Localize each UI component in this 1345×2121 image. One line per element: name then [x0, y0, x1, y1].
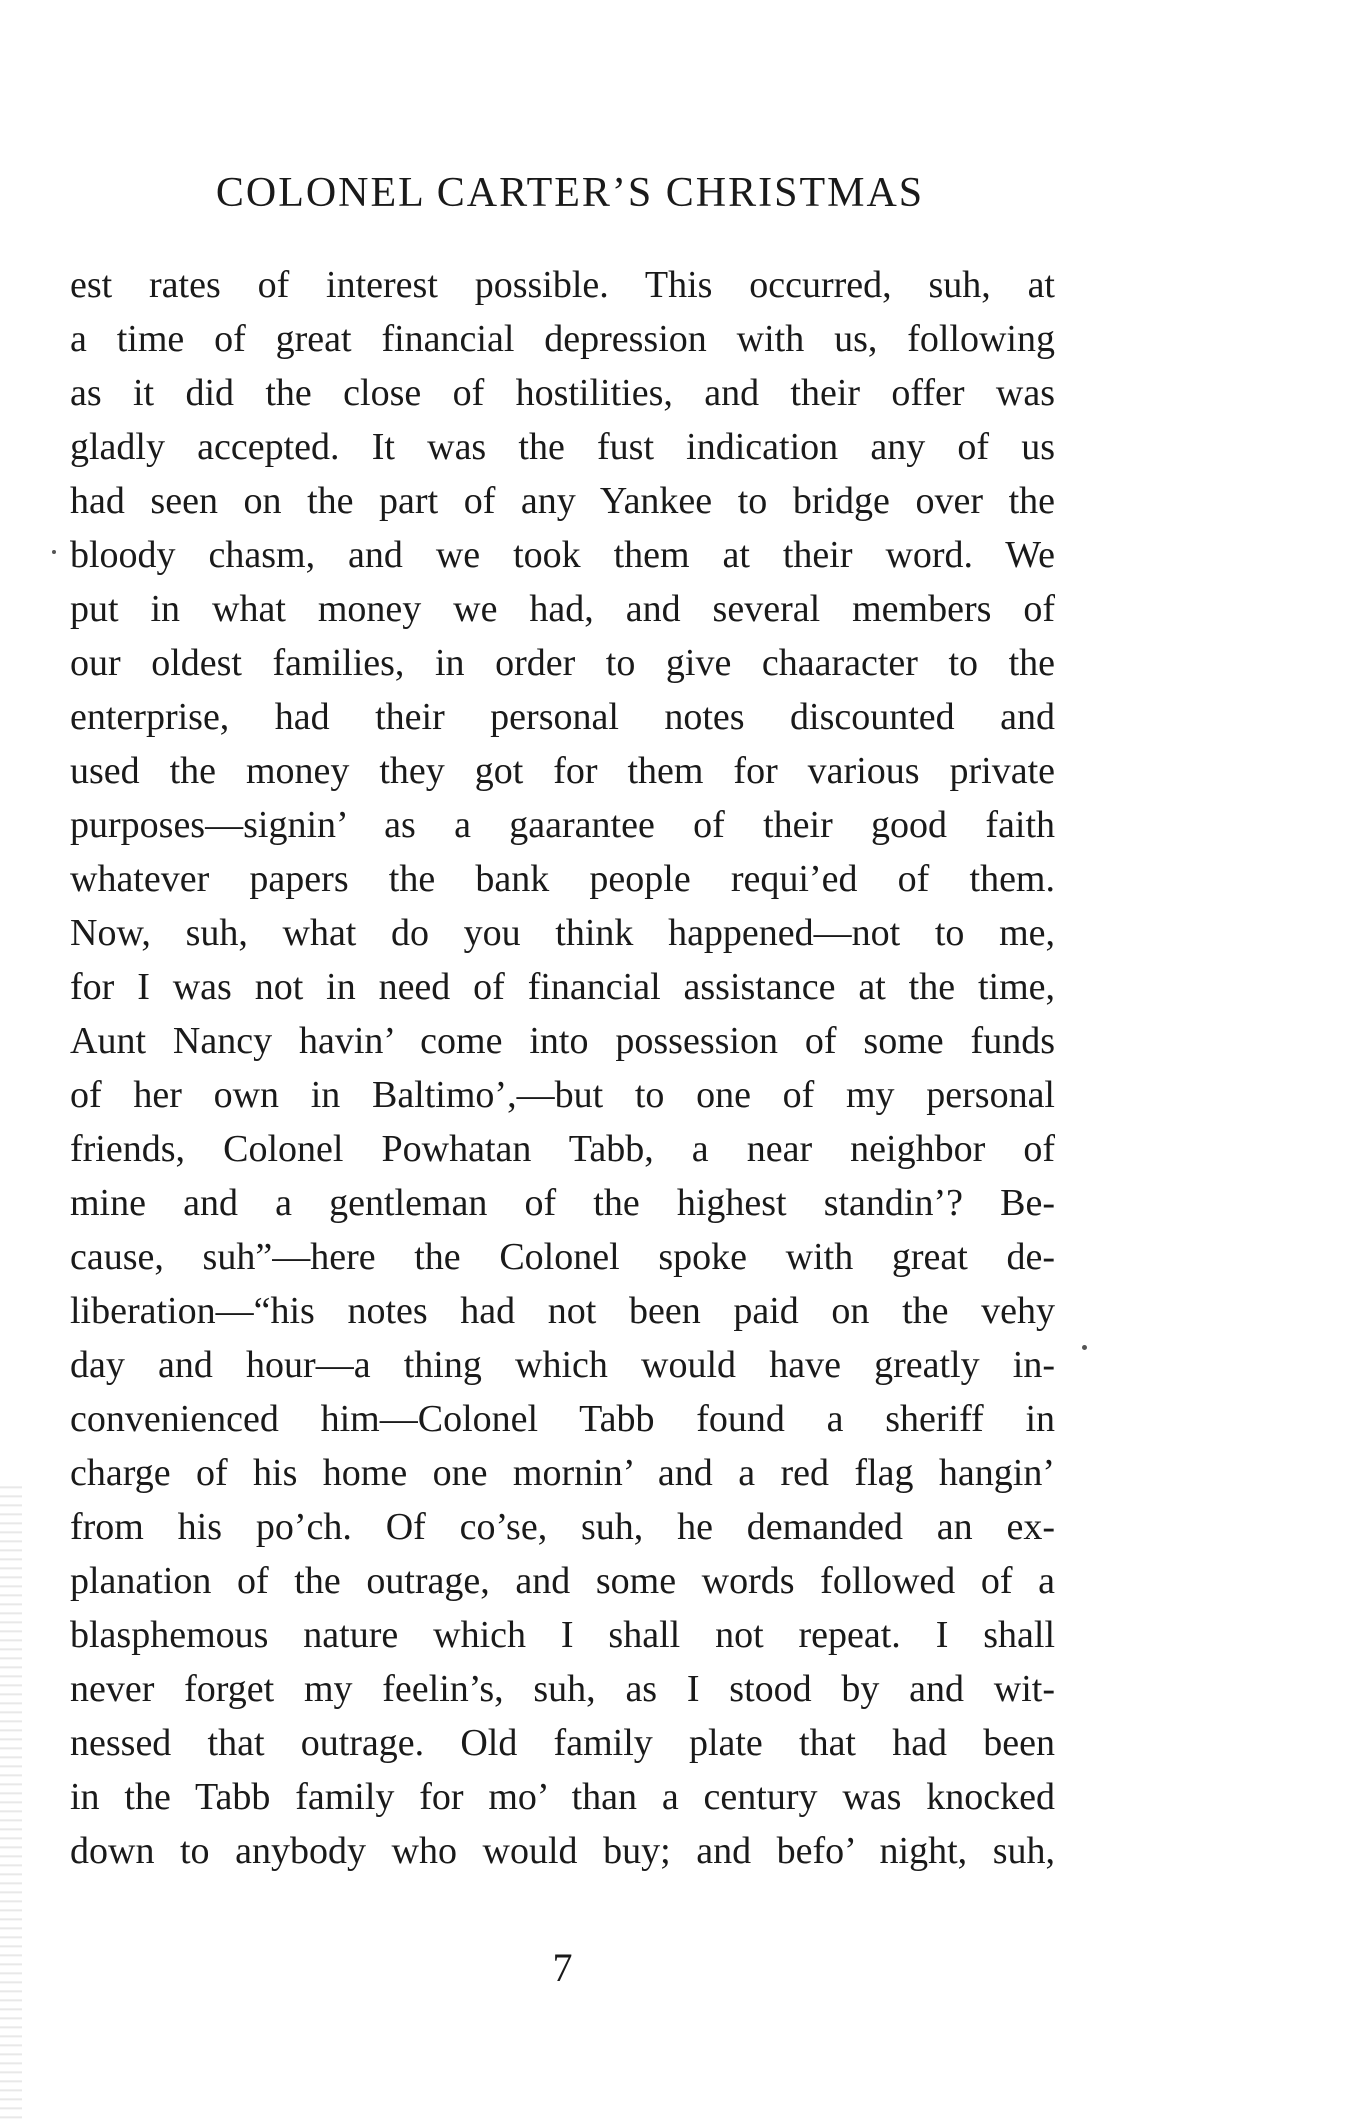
- text-line-10: used the money they got for them for various private: [70, 750, 1055, 792]
- text-line-11: purposes—signin’ as a gaarantee of their good faith: [70, 804, 1055, 846]
- text-line-7: put in what money we had, and several members of: [70, 588, 1055, 630]
- text-line-1: est rates of interest possible. This occurred, suh, at: [70, 264, 1055, 306]
- text-line-15: Aunt Nancy havin’ come into possession of some funds: [70, 1020, 1055, 1062]
- text-line-12: whatever papers the bank people requi’ed of them.: [70, 858, 1055, 900]
- text-line-2: a time of great financial depression with us, following: [70, 318, 1055, 360]
- text-line-9: enterprise, had their personal notes discounted and: [70, 696, 1055, 738]
- margin-speck: [1082, 1345, 1087, 1350]
- text-line-21: day and hour—a thing which would have greatly in-: [70, 1344, 1055, 1386]
- text-line-25: planation of the outrage, and some words followed of a: [70, 1560, 1055, 1602]
- margin-speck: [52, 550, 56, 554]
- text-line-19: cause, suh”—here the Colonel spoke with great de-: [70, 1236, 1055, 1278]
- text-line-6: bloody chasm, and we took them at their word. We: [70, 534, 1055, 576]
- page-number: 7: [552, 1945, 573, 1990]
- scan-edge-noise: [0, 1480, 22, 2120]
- text-line-4: gladly accepted. It was the fust indication any of us: [70, 426, 1055, 468]
- text-line-14: for I was not in need of financial assistance at the time,: [70, 966, 1055, 1008]
- text-line-17: friends, Colonel Powhatan Tabb, a near neighbor of: [70, 1128, 1055, 1170]
- body-text: [70, 258, 1055, 1878]
- text-line-8: our oldest families, in order to give chaaracter to the: [70, 642, 1055, 684]
- text-line-22: convenienced him—Colonel Tabb found a sheriff in: [70, 1398, 1055, 1440]
- text-line-28: nessed that outrage. Old family plate that had been: [70, 1722, 1055, 1764]
- text-line-30: down to anybody who would buy; and befo’ night, suh,: [70, 1830, 1055, 1872]
- text-line-3: as it did the close of hostilities, and their offer was: [70, 372, 1055, 414]
- text-line-23: charge of his home one mornin’ and a red flag hangin’: [70, 1452, 1055, 1494]
- text-line-20: liberation—“his notes had not been paid on the vehy: [70, 1290, 1055, 1332]
- text-line-24: from his po’ch. Of co’se, suh, he demanded an ex-: [70, 1506, 1055, 1548]
- text-line-18: mine and a gentleman of the highest standin’? Be-: [70, 1182, 1055, 1224]
- text-line-29: in the Tabb family for mo’ than a century was knocked: [70, 1776, 1055, 1818]
- text-line-26: blasphemous nature which I shall not repeat. I shall: [70, 1614, 1055, 1656]
- text-line-13: Now, suh, what do you think happened—not to me,: [70, 912, 1055, 954]
- text-line-5: had seen on the part of any Yankee to bridge over the: [70, 480, 1055, 522]
- text-line-27: never forget my feelin’s, suh, as I stood by and wit-: [70, 1668, 1055, 1710]
- text-line-16: of her own in Baltimo’,—but to one of my personal: [70, 1074, 1055, 1116]
- running-head: COLONEL CARTER’S CHRISTMAS: [215, 170, 925, 216]
